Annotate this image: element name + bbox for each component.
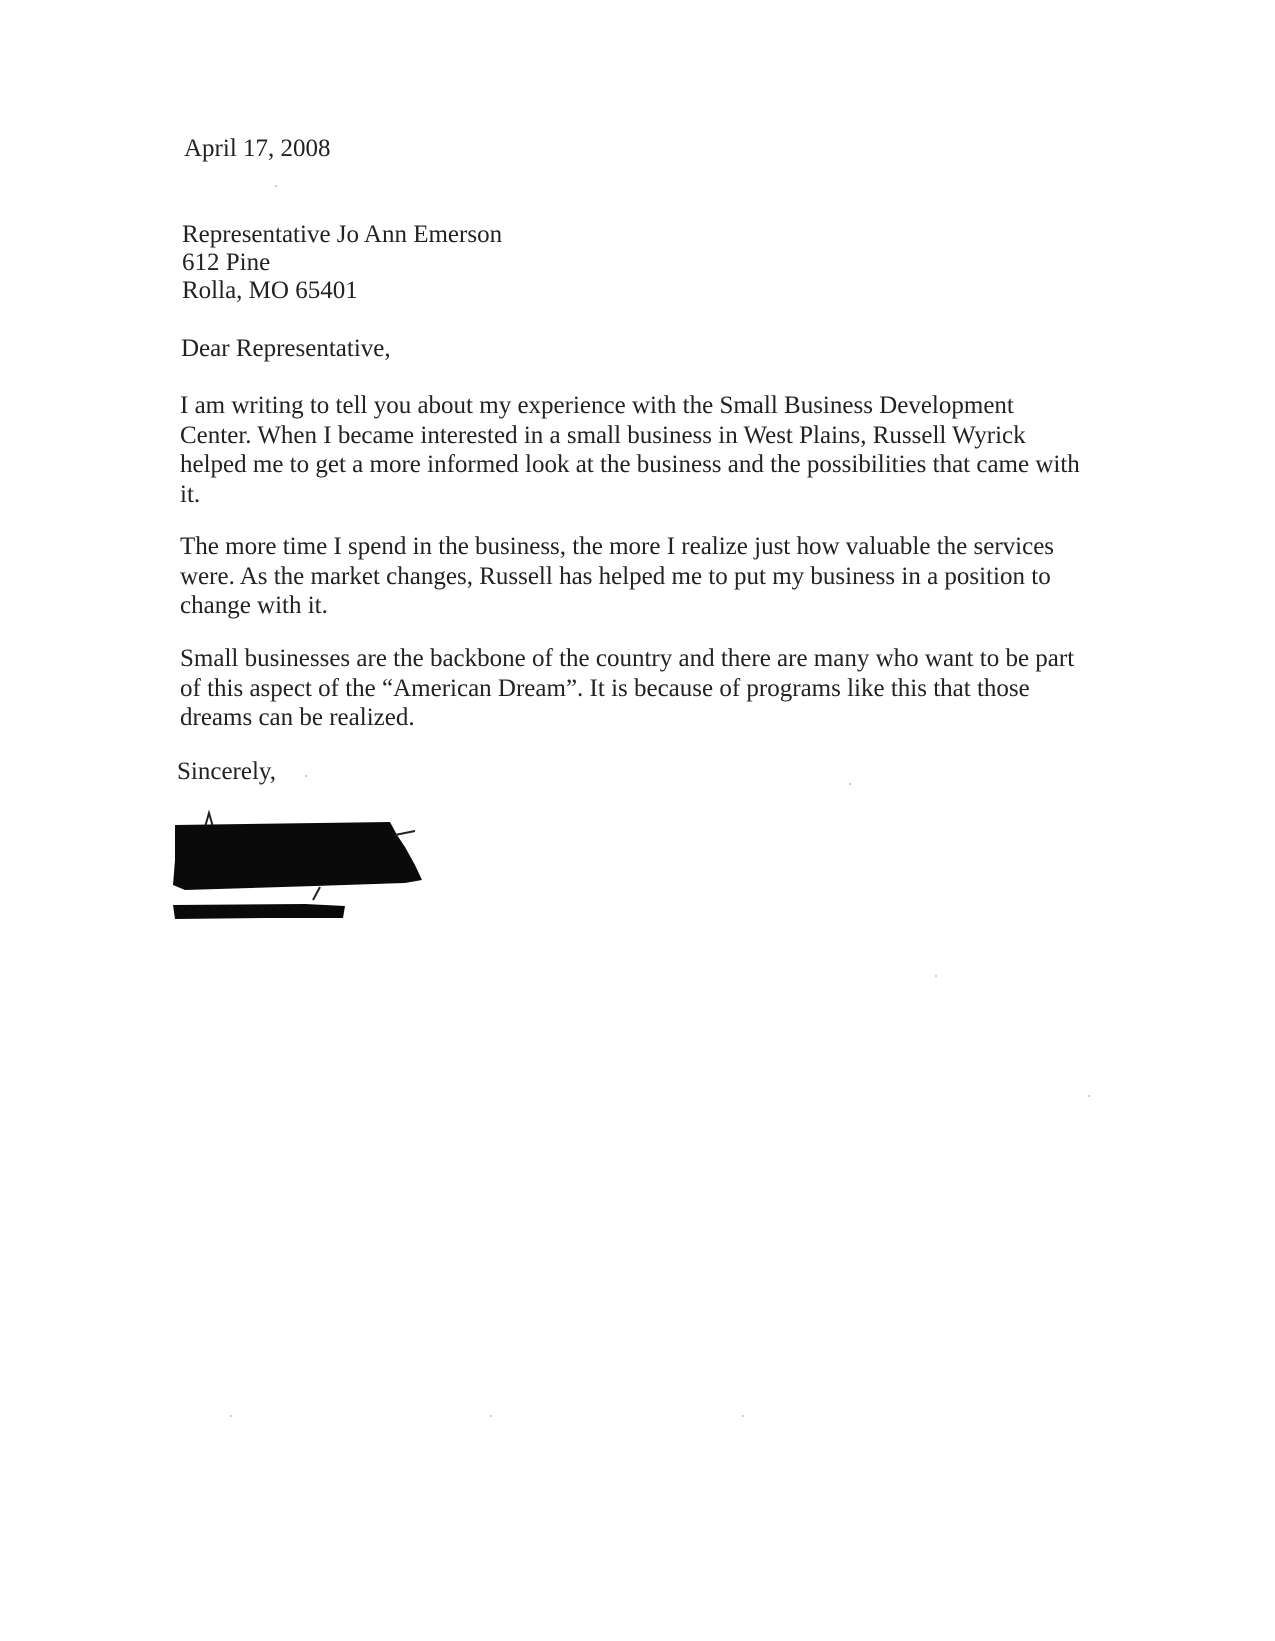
scan-speck — [275, 185, 277, 187]
signature-stroke — [313, 887, 320, 900]
paragraph-line: helped me to get a more informed look at the business and the possibilities that came with — [180, 451, 1080, 478]
paragraph-line: dreams can be realized. — [180, 704, 415, 731]
scan-speck — [230, 1415, 232, 1417]
scan-speck — [849, 783, 851, 785]
paragraph-line: change with it. — [180, 592, 328, 619]
paragraph-line: Small businesses are the backbone of the country and there are many who want to be part — [180, 645, 1075, 672]
body-paragraph-1 — [180, 391, 1080, 509]
paragraph-line: I am writing to tell you about my experience with the Small Business Development — [180, 392, 1014, 419]
signature-redaction — [165, 805, 465, 965]
paragraph-line: of this aspect of the “American Dream”. It is because of programs like this that those — [180, 674, 1030, 702]
paragraph-line: were. As the market changes, Russell has helped me to put my business in a position to — [180, 562, 1051, 590]
redaction-block-signature — [173, 822, 422, 890]
signature-stroke — [395, 831, 415, 835]
letter-date: April 17, 2008 — [184, 135, 331, 162]
closing: Sincerely, — [177, 758, 277, 785]
scan-speck — [1088, 1095, 1090, 1097]
scan-speck — [742, 1415, 744, 1417]
paragraph-line: The more time I spend in the business, the more I realize just how valuable the services — [180, 533, 1055, 560]
salutation: Dear Representative, — [181, 335, 391, 362]
recipient-city: Rolla, MO 65401 — [182, 277, 358, 304]
redaction-block-name — [173, 904, 345, 919]
recipient-street: 612 Pine — [182, 249, 271, 276]
scan-speck — [935, 975, 937, 977]
scan-speck — [305, 775, 307, 777]
body-paragraph-3 — [180, 644, 1080, 733]
recipient-name: Representative Jo Ann Emerson — [182, 221, 503, 248]
scan-speck — [490, 1415, 492, 1417]
paragraph-line: Center. When I became interested in a small business in West Plains, Russell Wyrick — [180, 421, 1026, 449]
paragraph-line: it. — [180, 480, 201, 508]
body-paragraph-2 — [180, 532, 1080, 621]
